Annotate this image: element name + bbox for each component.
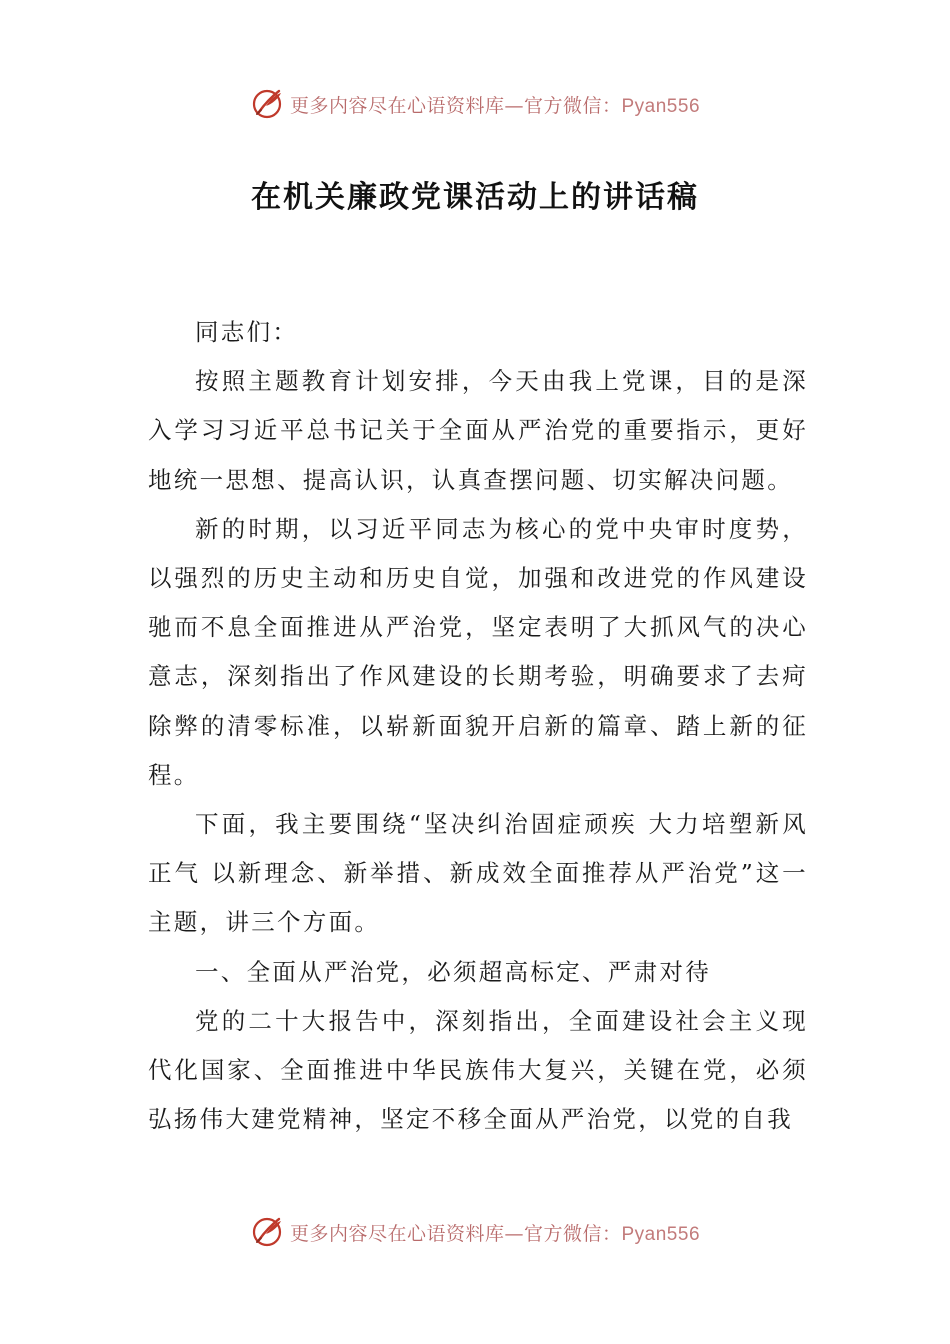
document-body xyxy=(148,308,808,1144)
watermark-footer xyxy=(0,1212,950,1252)
watermark-header xyxy=(0,84,950,124)
paragraph: 按照主题教育计划安排，今天由我上党课，目的是深入学习习近平总书记关于全面从严治党的重要指示，更好地统一思想、提高认识，认真查摆问题、切实解决问题。 xyxy=(148,367,808,494)
watermark-text: 更多内容尽在心语资料库—官方微信：Pyan556 xyxy=(289,1222,701,1245)
wechat-id: Pyan556 xyxy=(621,1223,701,1245)
paragraph: 新的时期，以习近平同志为核心的党中央审时度势，以强烈的历史主动和历史自觉，加强和改进党的作风建设驰而不息全面推进从严治党，坚定表明了大抓风气的决心意志，深刻指出了作风建设的长期考验，明确要求了去疴除弊的清零标准，以崭新面貌开启新的篇章、踏上新的征程。 xyxy=(148,514,808,789)
paragraph: 下面，我主要围绕“坚决纠治固症顽疾 大力培塑新风正气 以新理念、新举措、新成效全面推荐从严治党”这一主题，讲三个方面。 xyxy=(148,810,808,937)
quill-logo-icon xyxy=(250,1215,284,1249)
paragraph: 党的二十大报告中，深刻指出，全面建设社会主义现代化国家、全面推进中华民族伟大复兴，关键在党，必须弘扬伟大建党精神，坚定不移全面从严治党，以党的自我 xyxy=(148,1006,808,1134)
quill-logo-icon xyxy=(250,87,284,121)
paragraph-greeting: 同志们： xyxy=(195,318,299,346)
document-title: 在机关廉政党课活动上的讲话稿 xyxy=(251,180,699,215)
wechat-id: Pyan556 xyxy=(621,95,701,117)
watermark-text: 更多内容尽在心语资料库—官方微信：Pyan556 xyxy=(289,94,701,117)
section-heading: 一、全面从严治党，必须超高标定、严肃对待 xyxy=(195,957,711,986)
